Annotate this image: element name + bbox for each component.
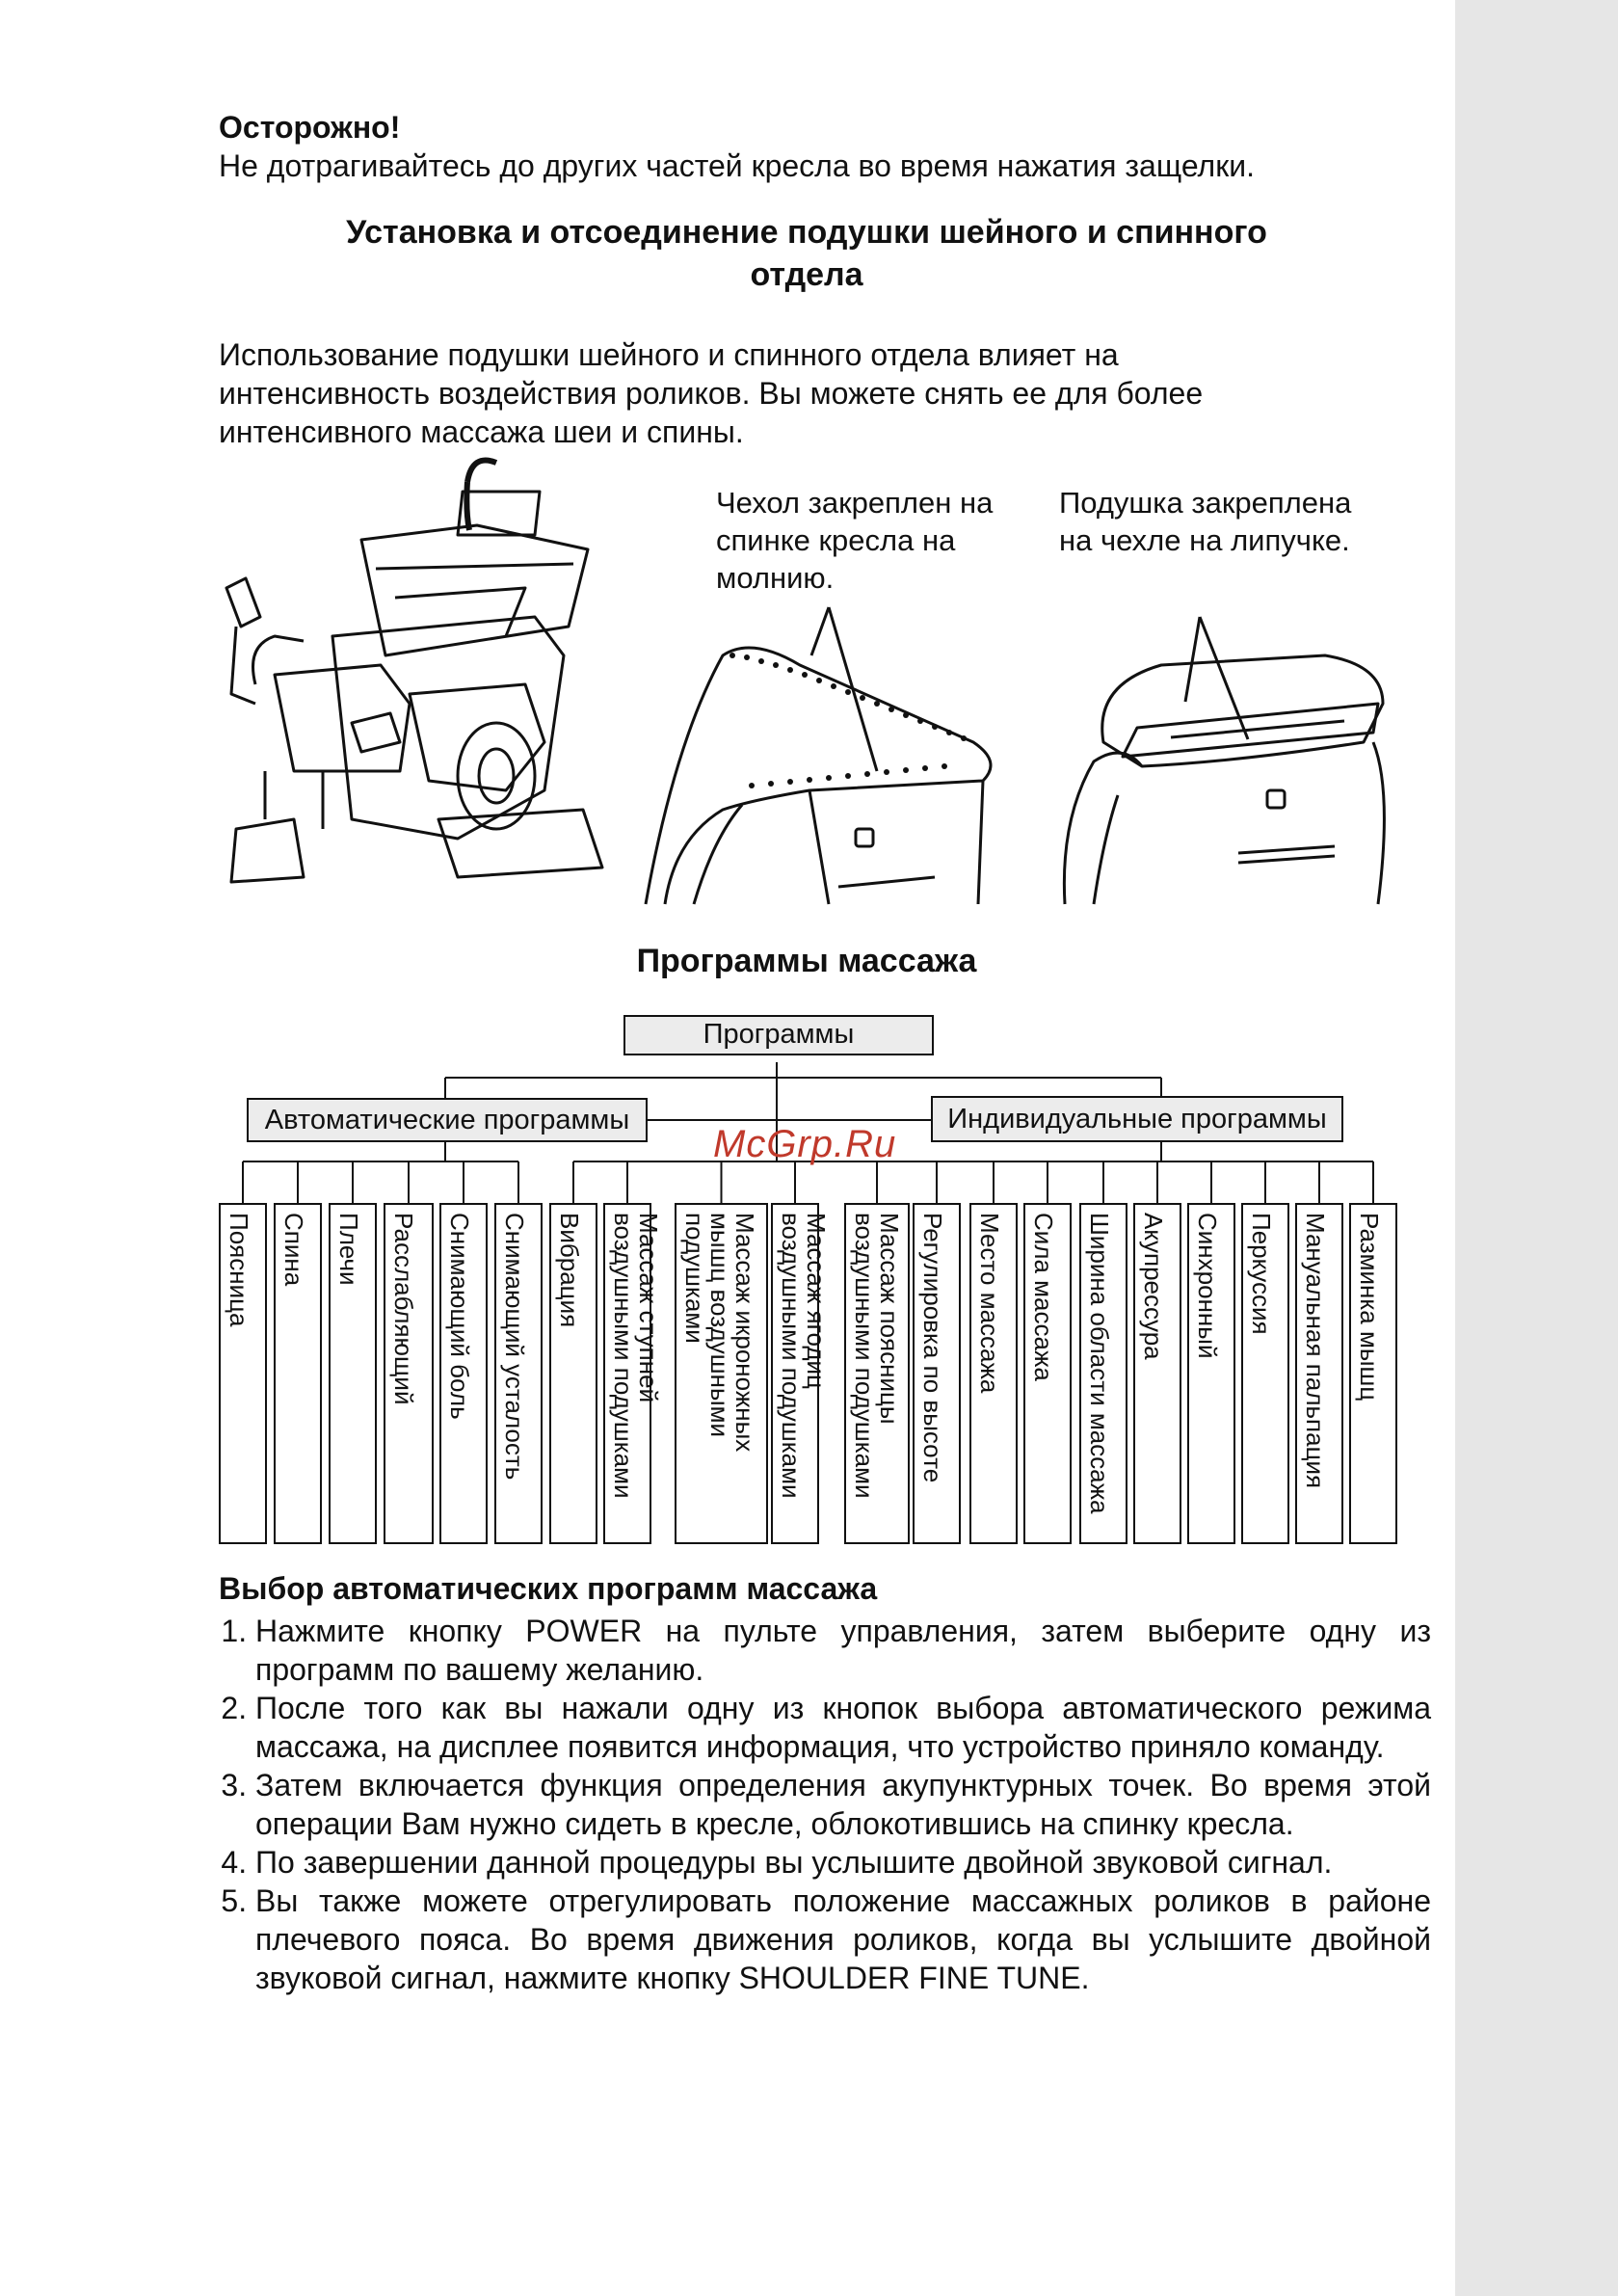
individual-program-label: Ширина области массажа: [1085, 1213, 1114, 1514]
individual-program-label: Перкуссия: [1247, 1213, 1276, 1335]
auto-program-2: [329, 1203, 377, 1544]
auto-select-title: Выбор автоматических программ массажа: [219, 1571, 878, 1606]
auto-program-4: [439, 1203, 488, 1544]
individual-program-label: Место массажа: [975, 1213, 1004, 1394]
caption-velcro: Подушка закреплена на чехле на липучке.: [1059, 486, 1352, 557]
step-item: 3. Затем включается функция определения акупунктурных точек. Во время этой операции Вам нужно сидеть в кресле, облокотившись на спинку кресла.: [255, 1766, 1431, 1843]
individual-programs-group: Индивидуальные программы: [931, 1096, 1343, 1142]
individual-program-6: [969, 1203, 1018, 1544]
individual-program-label: Массаж ягодиц воздушными подушками: [777, 1213, 831, 1499]
individual-program-12: [1295, 1203, 1343, 1544]
step-item: 1. Нажмите кнопку POWER на пульте управления, затем выберите одну из программ по вашему желанию.: [255, 1612, 1431, 1689]
auto-program-label: Снимающий боль: [445, 1213, 474, 1420]
individual-program-2: [675, 1203, 768, 1544]
step-item: 4. По завершении данной процедуры вы услышите двойной звуковой сигнал.: [255, 1843, 1431, 1882]
programs-root: Программы: [623, 1015, 934, 1055]
individual-program-1: [603, 1203, 663, 1544]
section-title-programs: Программы массажа: [636, 943, 977, 979]
page-margin-strip: [1455, 0, 1618, 2296]
individual-program-label: Акупрессура: [1139, 1213, 1168, 1360]
auto-program-5: [494, 1203, 543, 1544]
individual-program-label: Регулировка по высоте: [918, 1213, 947, 1483]
auto-program-label: Расслабляющий: [389, 1213, 418, 1405]
step-item: 2. После того как вы нажали одну из кнопок выбора автоматического режима массажа, на дисплее появится информация, что устройство приняло команду.: [255, 1689, 1431, 1766]
individual-program-10: [1187, 1203, 1235, 1544]
section-title-cushion: Установка и отсоединение подушки шейного и спинного: [346, 214, 1267, 251]
individual-program-5: [913, 1203, 961, 1544]
individual-program-4: [844, 1203, 910, 1544]
auto-programs-group: Автоматические программы: [247, 1098, 648, 1142]
auto-program-label: Поясница: [225, 1213, 253, 1327]
intro-line-3: интенсивного массажа шеи и спины.: [219, 414, 744, 449]
auto-program-0: [219, 1203, 267, 1544]
section-title-cushion-cont: отдела: [750, 256, 863, 293]
intro-line-2: интенсивность воздействия роликов. Вы можете снять ее для более: [219, 376, 1204, 411]
individual-program-label: Массаж ступней воздушными подушками: [609, 1213, 663, 1499]
caution-text: Не дотрагивайтесь до других частей кресла во время нажатия защелки.: [219, 148, 1255, 183]
individual-program-label: Массаж икроножных мышц воздушными подушками: [680, 1213, 759, 1453]
massage-chair-illustration: [217, 453, 622, 906]
auto-program-label: Спина: [279, 1213, 308, 1287]
individual-program-label: Разминка мышц: [1355, 1213, 1384, 1402]
intro-line-1: Использование подушки шейного и спинного отдела влияет на: [219, 337, 1119, 372]
zipper-cover-illustration: [636, 598, 1021, 906]
watermark: McGrp.Ru: [713, 1123, 897, 1165]
caution-title: Осторожно!: [219, 110, 401, 145]
steps-list: [219, 1612, 1431, 1997]
individual-program-label: Мануальная пальпация: [1301, 1213, 1330, 1489]
individual-program-label: Сила массажа: [1029, 1213, 1058, 1381]
individual-program-3: [771, 1203, 831, 1544]
auto-program-1: [274, 1203, 322, 1544]
auto-program-3: [384, 1203, 434, 1544]
individual-program-9: [1133, 1203, 1181, 1544]
auto-program-label: Плечи: [334, 1213, 363, 1286]
auto-program-label: Снимающий усталость: [500, 1213, 529, 1481]
individual-program-label: Синхронный: [1193, 1213, 1222, 1359]
individual-program-7: [1023, 1203, 1072, 1544]
individual-program-0: [549, 1203, 597, 1544]
individual-program-8: [1079, 1203, 1127, 1544]
velcro-cushion-illustration: [1046, 598, 1412, 906]
caption-zipper: Чехол закреплен на спинке кресла на молнию.: [716, 486, 994, 595]
individual-program-label: Вибрация: [555, 1213, 584, 1328]
step-item: 5. Вы также можете отрегулировать положение массажных роликов в районе плечевого пояса. Во время движения роликов, когда вы услышите двойной звуковой сигнал, нажмите кнопку SHOULDER FINE TUNE.: [255, 1882, 1431, 1997]
individual-program-11: [1241, 1203, 1289, 1544]
individual-program-13: [1349, 1203, 1397, 1544]
individual-program-label: Массаж поясницы воздушными подушками: [850, 1213, 904, 1499]
